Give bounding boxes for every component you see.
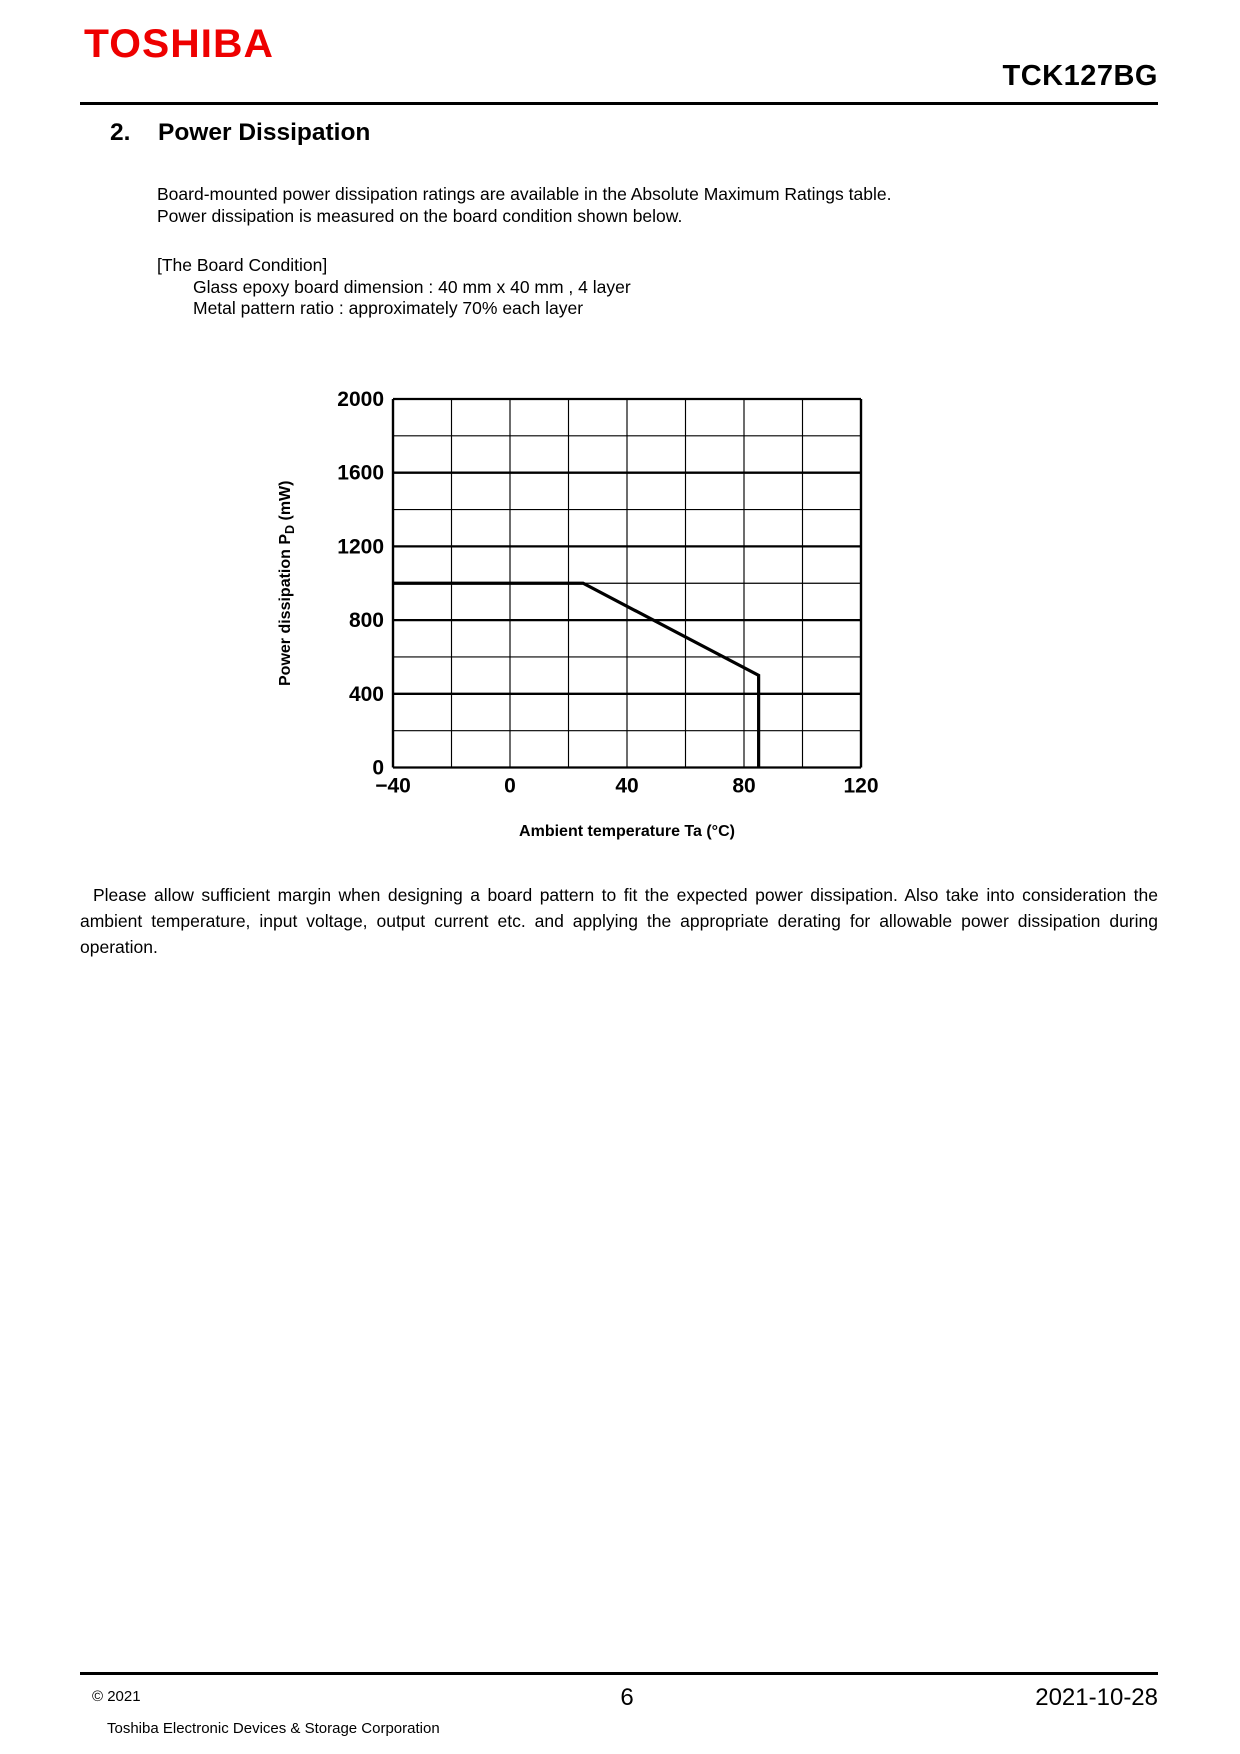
- footer-copyright: [92, 1688, 440, 1738]
- derating-curve: [393, 583, 759, 767]
- footer-rule: [80, 1672, 1158, 1675]
- y-tick-label: 2000: [337, 388, 384, 411]
- section-number: 2.: [110, 119, 131, 146]
- y-axis-title: Power dissipation $P_D$ (mW): [277, 480, 297, 686]
- y-tick-label: 400: [348, 682, 384, 706]
- board-condition-block: [157, 255, 631, 320]
- part-number: TCK127BG: [1002, 60, 1158, 92]
- copyright-year: © 2021: [92, 1688, 141, 1705]
- x-tick-label: −40: [375, 774, 411, 798]
- toshiba-logo: TOSHIBA: [84, 22, 275, 66]
- y-tick-label: 0: [372, 756, 384, 780]
- header-rule: [80, 102, 1158, 105]
- x-axis-title: Ambient temperature Ta (°C): [519, 823, 735, 840]
- y-tick-label: 1600: [337, 461, 384, 485]
- y-tick-label: 1200: [337, 535, 384, 559]
- footer-date: 2021-10-28: [1035, 1684, 1158, 1711]
- intro-paragraph: [157, 184, 891, 227]
- board-condition-item: Metal pattern ratio : approximately 70% each layer: [193, 298, 584, 318]
- board-condition-title: [The Board Condition]: [157, 255, 328, 275]
- power-derating-chart: [250, 380, 890, 860]
- copyright-company: Toshiba Electronic Devices & Storage Corporation: [107, 1720, 440, 1737]
- derating-chart-svg: [250, 380, 890, 860]
- note-paragraph: Please allow sufficient margin when designing a board pattern to fit the expected power dissipation. Also take into consideration the ambient temperature, input voltage, output current etc. and applying the appropriate derating for allowable power dissipation during operation.: [80, 885, 1158, 957]
- x-tick-label: 120: [843, 774, 879, 798]
- board-condition-item: Glass epoxy board dimension : 40 mm x 40 mm , 4 layer: [193, 276, 631, 297]
- intro-line-2: Power dissipation is measured on the board condition shown below.: [157, 205, 683, 226]
- page-number: 6: [620, 1684, 634, 1711]
- y-tick-label: 800: [348, 609, 384, 633]
- x-tick-label: 0: [504, 774, 516, 798]
- x-tick-label: 40: [615, 774, 639, 798]
- section-title: Power Dissipation: [158, 119, 371, 146]
- x-tick-label: 80: [732, 774, 756, 798]
- intro-line-1: Board-mounted power dissipation ratings are available in the Absolute Maximum Ratings table.: [157, 184, 892, 204]
